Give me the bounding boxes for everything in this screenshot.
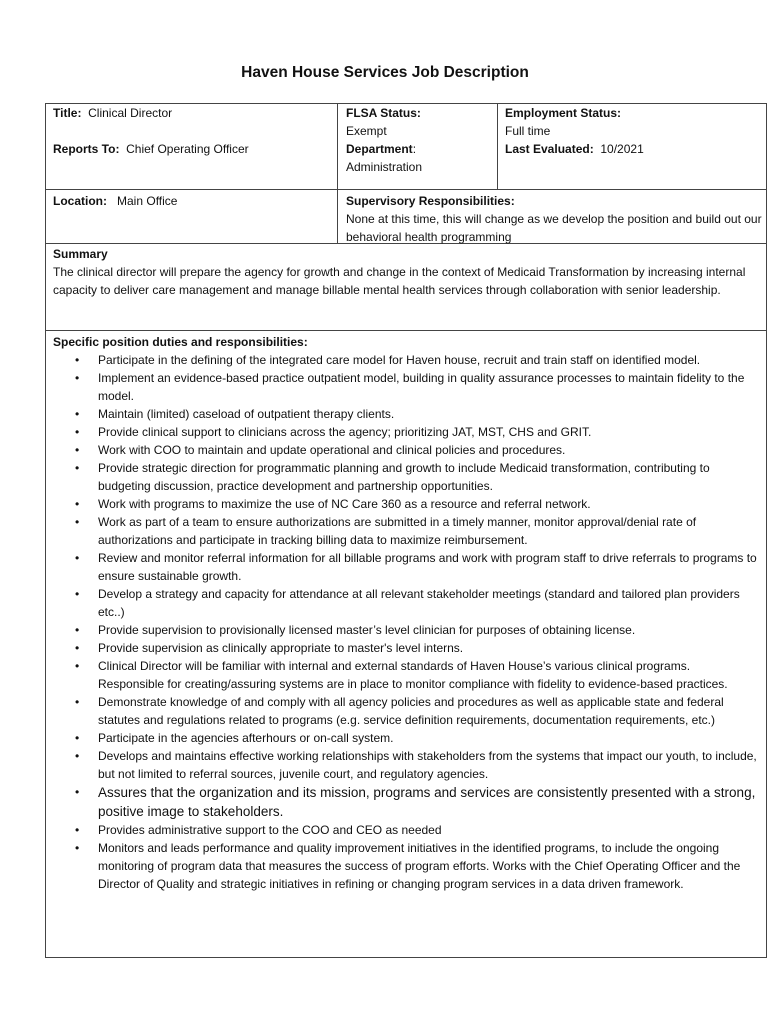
supervisory-label: Supervisory Responsibilities: [346, 194, 515, 208]
list-item: • Provide supervision as clinically appropriate to master's level interns. [53, 639, 758, 657]
list-item: • Clinical Director will be familiar with internal and external standards of Haven House’s various clinical programs. Responsible for creating/assuring systems are in place to monitor compliance with fidelity to evidence-based practices. [53, 657, 758, 693]
list-item: • Maintain (limited) caseload of outpatient therapy clients. [53, 405, 758, 423]
department-value: Administration [346, 160, 423, 174]
reports-to-cell [53, 140, 333, 158]
list-item: • Provide clinical support to clinicians across the agency; prioritizing JAT, MST, CHS and GRIT. [53, 423, 758, 441]
row-divider-1 [45, 189, 767, 190]
location-cell [53, 192, 333, 210]
evaluated-value: 10/2021 [600, 142, 644, 156]
list-item: • Work as part of a team to ensure authorizations are submitted in a timely manner, monitor approval/denial rate of authorizations and participate in tracking billing data to maximize reimbursement. [53, 513, 758, 549]
department-label: Department [346, 142, 413, 156]
list-item: • Assures that the organization and its mission, programs and services are consistently presented with a strong, positive image to stakeholders. [53, 783, 758, 821]
employment-cell [505, 104, 763, 158]
list-item: • Participate in the defining of the integrated care model for Haven house, recruit and train staff on identified model. [53, 351, 758, 369]
list-item: • Work with programs to maximize the use of NC Care 360 as a resource and referral network. [53, 495, 758, 513]
title-label: Title: [53, 106, 82, 120]
title-value: Clinical Director [88, 106, 173, 120]
summary-section [53, 245, 758, 299]
supervisory-cell [346, 192, 764, 246]
flsa-value: Exempt [346, 124, 387, 138]
reports-to-label: Reports To: [53, 142, 120, 156]
list-item: • Develop a strategy and capacity for attendance at all relevant stakeholder meetings (standard and tailored plan providers etc..) [53, 585, 758, 621]
duties-list [53, 351, 758, 893]
reports-to-value: Chief Operating Officer [126, 142, 249, 156]
employment-value: Full time [505, 124, 551, 138]
duties-heading: Specific position duties and responsibilities: [53, 335, 308, 349]
list-item: • Provide supervision to provisionally licensed master’s level clinician for purposes of obtaining license. [53, 621, 758, 639]
list-item: • Participate in the agencies afterhours or on-call system. [53, 729, 758, 747]
location-label: Location: [53, 194, 107, 208]
summary-heading: Summary [53, 247, 108, 261]
column-divider-1 [337, 103, 338, 243]
list-item: • Demonstrate knowledge of and comply with all agency policies and procedures as well as applicable state and federal statutes and regulations related to programs (e.g. service definition requirements, documentation requirements, etc.) [53, 693, 758, 729]
list-item: • Review and monitor referral information for all billable programs and work with program staff to drive referrals to programs to ensure sustainable growth. [53, 549, 758, 585]
evaluated-label: Last Evaluated: [505, 142, 594, 156]
flsa-cell: FLSA Status: Exempt Department: Administration [346, 104, 494, 176]
employment-label: Employment Status: [505, 106, 622, 120]
document-title: Haven House Services Job Description [241, 64, 529, 81]
title-cell [53, 104, 333, 122]
list-item: • Provide strategic direction for programmatic planning and growth to include Medicaid transformation, contributing to budgeting discussion, practice development and partnership opportunities. [53, 459, 758, 495]
list-item: • Implement an evidence-based practice outpatient model, building in quality assurance processes to maintain fidelity to the model. [53, 369, 758, 405]
row-divider-3 [45, 330, 767, 331]
supervisory-value: None at this time, this will change as we develop the position and build out our behavioral health programming [346, 212, 762, 244]
flsa-label: FLSA Status: [346, 106, 421, 120]
list-item: • Work with COO to maintain and update operational and clinical policies and procedures. [53, 441, 758, 459]
list-item: • Develops and maintains effective working relationships with stakeholders from the systems that impact our youth, to include, but not limited to referral sources, juvenile court, and regulatory agencies. [53, 747, 758, 783]
list-item: • Monitors and leads performance and quality improvement initiatives in the identified programs, to include the ongoing monitoring of program data that measures the success of program efforts. Works with the Chief Operating Officer and the Director of Quality and strategic initiatives in refining or changing program services in a data driven framework. [53, 839, 758, 893]
column-divider-2 [497, 103, 498, 189]
summary-text: The clinical director will prepare the agency for growth and change in the context of Medicaid Transformation by increasing internal capacity to deliver care management and manage billable mental health services through collaboration with senior leadership. [53, 265, 746, 297]
list-item: • Provides administrative support to the COO and CEO as needed [53, 821, 758, 839]
duties-section [53, 333, 758, 893]
location-value: Main Office [117, 194, 178, 208]
